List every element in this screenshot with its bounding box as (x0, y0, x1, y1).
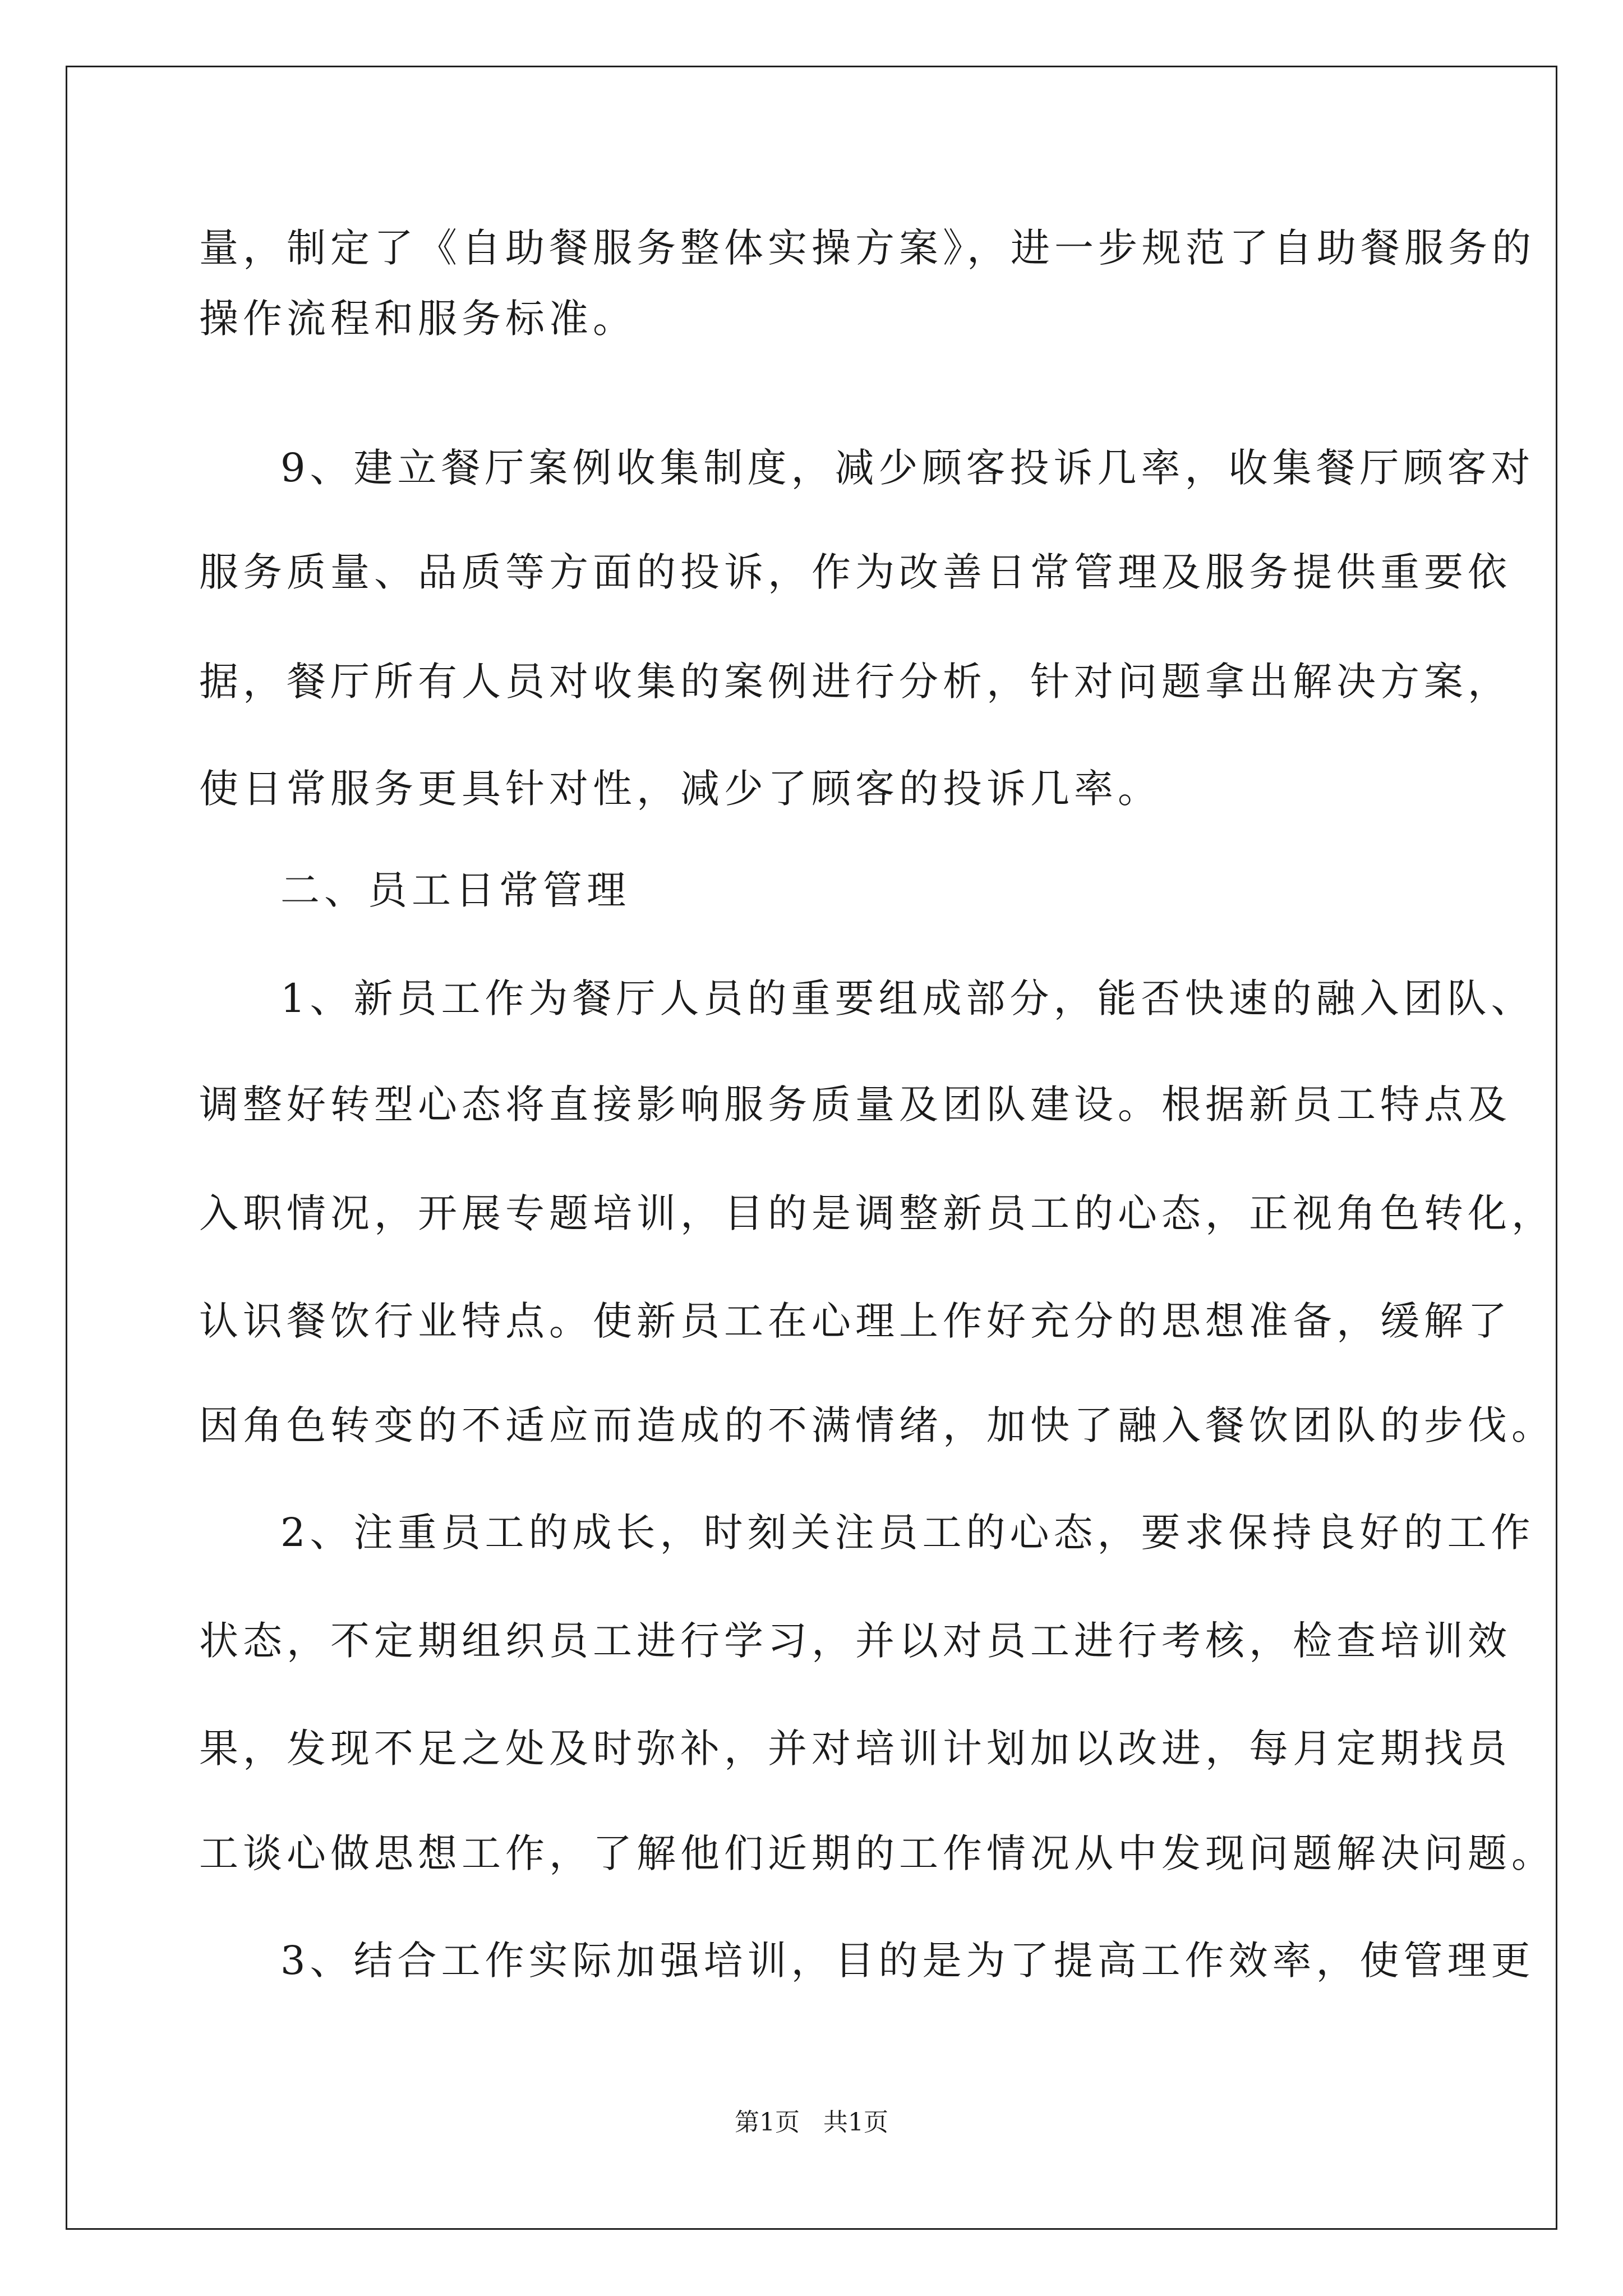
text-line: 服务质量、品质等方面的投诉，作为改善日常管理及服务提供重要依 (199, 549, 1511, 595)
text-line: 操作流程和服务标准。 (199, 296, 637, 342)
text-line: 因角色转变的不适应而造成的不满情绪，加快了融入餐饮团队的步伐。 (199, 1402, 1555, 1448)
text-line: 量，制定了《自助餐服务整体实操方案》，进一步规范了自助餐服务的 (199, 225, 1536, 271)
paragraph-start-line: 2、注重员工的成长，时刻关注员工的心态，要求保持良好的工作 (280, 1510, 1535, 1556)
text-line: 工谈心做思想工作，了解他们近期的工作情况从中发现问题解决问题。 (199, 1830, 1555, 1876)
page-border (66, 66, 1557, 2230)
text-line: 调整好转型心态将直接影响服务质量及团队建设。根据新员工特点及 (199, 1082, 1511, 1128)
paragraph-start-line: 3、结合工作实际加强培训，目的是为了提高工作效率，使管理更 (280, 1938, 1535, 1984)
text-line: 认识餐饮行业特点。使新员工在心理上作好充分的思想准备，缓解了 (199, 1298, 1511, 1344)
text-line: 使日常服务更具针对性，减少了顾客的投诉几率。 (199, 766, 1161, 812)
text-line: 果，发现不足之处及时弥补，并对培训计划加以改进，每月定期找员 (199, 1726, 1511, 1772)
paragraph-start-line: 9、建立餐厅案例收集制度，减少顾客投诉几率，收集餐厅顾客对 (280, 445, 1535, 491)
section-heading: 二、员工日常管理 (280, 867, 630, 913)
text-line: 状态，不定期组织员工进行学习，并以对员工进行考核，检查培训效 (199, 1618, 1511, 1664)
text-line: 据，餐厅所有人员对收集的案例进行分析，针对问题拿出解决方案， (199, 659, 1511, 705)
page-number-footer: 第1页 共1页 (735, 2108, 888, 2137)
paragraph-start-line: 1、新员工作为餐厅人员的重要组成部分，能否快速的融入团队、 (280, 976, 1535, 1022)
text-line: 入职情况，开展专题培训，目的是调整新员工的心态，正视角色转化， (199, 1190, 1555, 1236)
